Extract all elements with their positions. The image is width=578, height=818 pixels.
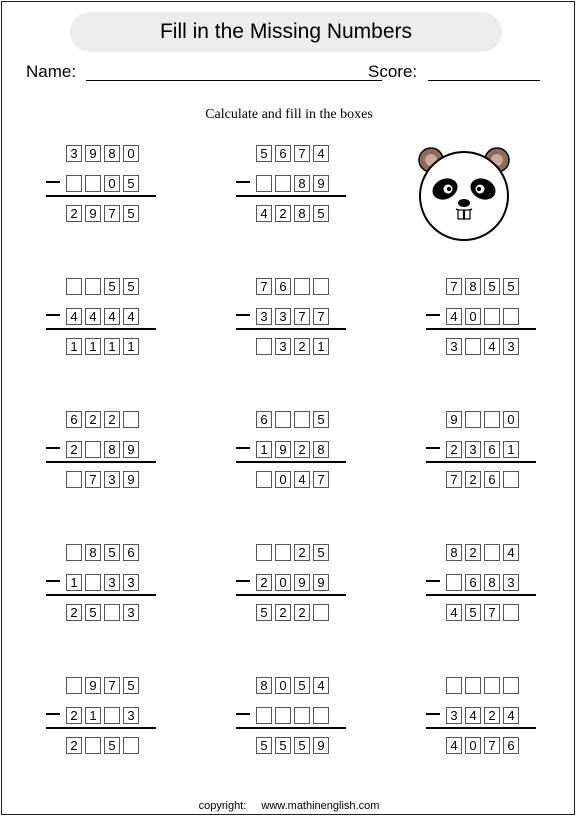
site-url[interactable]: www.mathinenglish.com (261, 800, 380, 812)
subtrahend-row (46, 175, 158, 195)
digit-box: 2 (294, 338, 310, 355)
digit-box: 5 (104, 544, 120, 561)
difference-row (426, 338, 538, 358)
digit-box: 7 (256, 278, 272, 295)
answer-rule (236, 461, 346, 463)
digit-box: 0 (123, 145, 139, 162)
subtrahend-row (46, 707, 158, 727)
digit-box: 7 (446, 278, 462, 295)
subtrahend-row (426, 707, 538, 727)
digit-box: 8 (465, 278, 481, 295)
blank-digit-box[interactable] (256, 175, 272, 192)
digit-box: 0 (503, 411, 519, 428)
blank-digit-box[interactable] (256, 471, 272, 488)
digit-box: 0 (465, 308, 481, 325)
score-label: Score: (368, 62, 418, 81)
digit-box: 4 (66, 308, 82, 325)
digit-box: 4 (104, 308, 120, 325)
digit-box: 9 (85, 205, 101, 222)
minuend-row (236, 145, 348, 165)
subtraction-problem (426, 677, 538, 772)
digit-box: 2 (275, 604, 291, 621)
minuend-row (426, 411, 538, 431)
blank-digit-box[interactable] (85, 175, 101, 192)
digit-box: 5 (465, 604, 481, 621)
digit-box: 1 (313, 338, 329, 355)
minuend-row (426, 544, 538, 564)
digit-box: 9 (294, 574, 310, 591)
blank-digit-box[interactable] (85, 574, 101, 591)
digit-box: 9 (85, 145, 101, 162)
digit-box: 3 (104, 471, 120, 488)
digit-box: 9 (85, 677, 101, 694)
blank-digit-box[interactable] (66, 278, 82, 295)
subtraction-problem (236, 411, 348, 506)
digit-box: 3 (446, 707, 462, 724)
digit-box: 4 (503, 544, 519, 561)
digit-box: 5 (275, 737, 291, 754)
digit-box: 0 (465, 737, 481, 754)
minuend-row (46, 145, 158, 165)
subtrahend-row (46, 308, 158, 328)
digit-box: 2 (275, 205, 291, 222)
answer-rule (46, 195, 156, 197)
digit-box: 4 (256, 205, 272, 222)
digit-box: 4 (294, 471, 310, 488)
name-field-line[interactable] (86, 80, 382, 81)
digit-box: 5 (104, 278, 120, 295)
difference-row (236, 471, 348, 491)
digit-box: 5 (294, 737, 310, 754)
minus-sign (46, 447, 60, 449)
digit-box: 5 (313, 411, 329, 428)
minus-sign (236, 713, 250, 715)
digit-box: 3 (446, 338, 462, 355)
blank-digit-box[interactable] (104, 707, 120, 724)
difference-row (426, 737, 538, 757)
blank-digit-box[interactable] (294, 278, 310, 295)
subtrahend-row (46, 574, 158, 594)
blank-digit-box[interactable] (313, 604, 329, 621)
subtrahend-row (426, 574, 538, 594)
score-field-line[interactable] (428, 80, 540, 81)
digit-box: 6 (503, 737, 519, 754)
answer-rule (236, 727, 346, 729)
digit-box: 1 (503, 441, 519, 458)
digit-box: 5 (484, 278, 500, 295)
blank-digit-box[interactable] (275, 411, 291, 428)
digit-box: 3 (66, 145, 82, 162)
digit-box: 6 (275, 278, 291, 295)
blank-digit-box[interactable] (66, 544, 82, 561)
blank-digit-box[interactable] (294, 411, 310, 428)
digit-box: 1 (85, 338, 101, 355)
digit-box: 4 (313, 677, 329, 694)
digit-box: 4 (465, 707, 481, 724)
minus-sign (46, 314, 60, 316)
difference-row (46, 205, 158, 225)
minus-sign (46, 713, 60, 715)
answer-rule (426, 727, 536, 729)
subtrahend-row (236, 574, 348, 594)
name-score-row (26, 62, 546, 86)
instructions: Calculate and fill in the boxes (205, 107, 373, 122)
minuend-row (46, 278, 158, 298)
minuend-row (236, 411, 348, 431)
digit-box: 2 (294, 604, 310, 621)
digit-box: 6 (484, 471, 500, 488)
digit-box: 3 (503, 574, 519, 591)
subtraction-problem (236, 145, 348, 240)
subtraction-problem (46, 544, 158, 639)
digit-box: 1 (104, 338, 120, 355)
blank-digit-box[interactable] (256, 707, 272, 724)
subtraction-problem (46, 411, 158, 506)
digit-box: 8 (484, 574, 500, 591)
digit-box: 7 (446, 471, 462, 488)
digit-box: 4 (446, 308, 462, 325)
blank-digit-box[interactable] (275, 175, 291, 192)
answer-rule (46, 461, 156, 463)
footer (0, 800, 578, 812)
answer-rule (46, 328, 156, 330)
digit-box: 0 (104, 175, 120, 192)
digit-box: 9 (313, 175, 329, 192)
digit-box: 5 (104, 737, 120, 754)
digit-box: 0 (275, 471, 291, 488)
subtraction-problem (236, 677, 348, 772)
subtrahend-row (236, 707, 348, 727)
digit-box: 2 (66, 737, 82, 754)
digit-box: 1 (85, 707, 101, 724)
blank-digit-box[interactable] (446, 574, 462, 591)
worksheet-title: Fill in the Missing Numbers (70, 12, 502, 52)
digit-box: 6 (484, 441, 500, 458)
subtraction-problem (46, 278, 158, 373)
subtrahend-row (236, 308, 348, 328)
digit-box: 1 (66, 574, 82, 591)
blank-digit-box[interactable] (256, 338, 272, 355)
answer-rule (46, 727, 156, 729)
subtraction-problem (426, 278, 538, 373)
digit-box: 5 (256, 737, 272, 754)
digit-box: 7 (104, 677, 120, 694)
answer-rule (426, 461, 536, 463)
minus-sign (426, 580, 440, 582)
blank-digit-box[interactable] (275, 544, 291, 561)
minus-sign (426, 447, 440, 449)
blank-digit-box[interactable] (484, 411, 500, 428)
digit-box: 5 (313, 544, 329, 561)
digit-box: 3 (123, 574, 139, 591)
digit-box: 5 (503, 278, 519, 295)
minus-sign (236, 314, 250, 316)
digit-box: 8 (256, 677, 272, 694)
blank-digit-box[interactable] (503, 677, 519, 694)
digit-box: 8 (104, 145, 120, 162)
blank-digit-box[interactable] (256, 544, 272, 561)
blank-digit-box[interactable] (123, 737, 139, 754)
blank-digit-box[interactable] (313, 278, 329, 295)
subtrahend-row (236, 441, 348, 461)
digit-box: 8 (294, 205, 310, 222)
digit-box: 5 (123, 175, 139, 192)
digit-box: 2 (294, 441, 310, 458)
blank-digit-box[interactable] (66, 677, 82, 694)
name-label: Name: (26, 62, 77, 81)
subtraction-problem (426, 411, 538, 506)
minuend-row (46, 677, 158, 697)
digit-box: 2 (465, 544, 481, 561)
blank-digit-box[interactable] (484, 544, 500, 561)
digit-box: 3 (123, 707, 139, 724)
digit-box: 4 (446, 604, 462, 621)
panda-icon (414, 143, 514, 243)
digit-box: 7 (294, 308, 310, 325)
digit-box: 3 (503, 338, 519, 355)
subtrahend-row (46, 441, 158, 461)
digit-box: 3 (123, 604, 139, 621)
blank-digit-box[interactable] (446, 677, 462, 694)
blank-digit-box[interactable] (465, 411, 481, 428)
digit-box: 6 (256, 411, 272, 428)
digit-box: 2 (465, 471, 481, 488)
digit-box: 7 (104, 205, 120, 222)
digit-box: 2 (66, 707, 82, 724)
minus-sign (236, 447, 250, 449)
minuend-row (236, 677, 348, 697)
blank-digit-box[interactable] (66, 175, 82, 192)
difference-row (236, 604, 348, 624)
digit-box: 1 (66, 338, 82, 355)
digit-box: 6 (123, 544, 139, 561)
digit-box: 2 (446, 441, 462, 458)
blank-digit-box[interactable] (503, 471, 519, 488)
digit-box: 5 (256, 604, 272, 621)
digit-box: 8 (313, 441, 329, 458)
digit-box: 9 (123, 471, 139, 488)
digit-box: 0 (275, 677, 291, 694)
minuend-row (46, 411, 158, 431)
digit-box: 2 (484, 707, 500, 724)
minus-sign (46, 181, 60, 183)
digit-box: 4 (446, 737, 462, 754)
answer-rule (236, 328, 346, 330)
digit-box: 2 (85, 411, 101, 428)
minus-sign (236, 181, 250, 183)
minus-sign (426, 314, 440, 316)
answer-rule (236, 195, 346, 197)
digit-box: 6 (66, 411, 82, 428)
minus-sign (236, 580, 250, 582)
digit-box: 4 (313, 145, 329, 162)
subtraction-problem (426, 544, 538, 639)
digit-box: 3 (256, 308, 272, 325)
digit-box: 2 (66, 441, 82, 458)
copyright-label: copyright: (198, 800, 247, 812)
blank-digit-box[interactable] (313, 707, 329, 724)
digit-box: 2 (294, 544, 310, 561)
digit-box: 9 (123, 441, 139, 458)
digit-box: 9 (275, 441, 291, 458)
digit-box: 6 (275, 145, 291, 162)
digit-box: 4 (85, 308, 101, 325)
difference-row (236, 338, 348, 358)
digit-box: 5 (123, 205, 139, 222)
minus-sign (426, 713, 440, 715)
blank-digit-box[interactable] (484, 677, 500, 694)
digit-box: 5 (256, 145, 272, 162)
digit-box: 0 (275, 574, 291, 591)
minuend-row (46, 544, 158, 564)
difference-row (46, 338, 158, 358)
blank-digit-box[interactable] (294, 707, 310, 724)
answer-rule (426, 328, 536, 330)
blank-digit-box[interactable] (85, 278, 101, 295)
subtraction-problem (46, 677, 158, 772)
answer-rule (236, 594, 346, 596)
difference-row (236, 737, 348, 757)
digit-box: 7 (294, 145, 310, 162)
answer-rule (426, 594, 536, 596)
digit-box: 5 (123, 677, 139, 694)
digit-box: 5 (313, 205, 329, 222)
digit-box: 5 (294, 677, 310, 694)
digit-box: 7 (484, 737, 500, 754)
difference-row (426, 604, 538, 624)
blank-digit-box[interactable] (85, 737, 101, 754)
minuend-row (236, 278, 348, 298)
blank-digit-box[interactable] (465, 677, 481, 694)
digit-box: 9 (446, 411, 462, 428)
digit-box: 2 (66, 604, 82, 621)
minuend-row (236, 544, 348, 564)
digit-box: 3 (275, 338, 291, 355)
blank-digit-box[interactable] (275, 707, 291, 724)
subtrahend-row (426, 441, 538, 461)
blank-digit-box[interactable] (503, 308, 519, 325)
digit-box: 2 (256, 574, 272, 591)
digit-box: 7 (313, 471, 329, 488)
blank-digit-box[interactable] (503, 604, 519, 621)
digit-box: 8 (85, 544, 101, 561)
digit-box: 1 (123, 338, 139, 355)
digit-box: 7 (85, 471, 101, 488)
subtrahend-row (236, 175, 348, 195)
minuend-row (426, 677, 538, 697)
digit-box: 3 (465, 441, 481, 458)
subtraction-problem (46, 145, 158, 240)
blank-digit-box[interactable] (465, 338, 481, 355)
difference-row (46, 737, 158, 757)
digit-box: 6 (465, 574, 481, 591)
digit-box: 8 (294, 175, 310, 192)
difference-row (46, 604, 158, 624)
digit-box: 3 (275, 308, 291, 325)
digit-box: 8 (104, 441, 120, 458)
difference-row (236, 205, 348, 225)
digit-box: 3 (104, 574, 120, 591)
digit-box: 2 (66, 205, 82, 222)
digit-box: 7 (313, 308, 329, 325)
blank-digit-box[interactable] (484, 308, 500, 325)
digit-box: 7 (484, 604, 500, 621)
blank-digit-box[interactable] (104, 604, 120, 621)
digit-box: 1 (256, 441, 272, 458)
answer-rule (46, 594, 156, 596)
minuend-row (426, 278, 538, 298)
digit-box: 4 (484, 338, 500, 355)
digit-box: 4 (123, 308, 139, 325)
difference-row (46, 471, 158, 491)
digit-box: 9 (313, 737, 329, 754)
subtrahend-row (426, 308, 538, 328)
digit-box: 4 (503, 707, 519, 724)
difference-row (426, 471, 538, 491)
blank-digit-box[interactable] (66, 471, 82, 488)
digit-box: 2 (104, 411, 120, 428)
digit-box: 5 (85, 604, 101, 621)
minus-sign (46, 580, 60, 582)
blank-digit-box[interactable] (85, 441, 101, 458)
digit-box: 5 (123, 278, 139, 295)
subtraction-problem (236, 544, 348, 639)
subtraction-problem (236, 278, 348, 373)
digit-box: 8 (446, 544, 462, 561)
digit-box: 9 (313, 574, 329, 591)
blank-digit-box[interactable] (123, 411, 139, 428)
